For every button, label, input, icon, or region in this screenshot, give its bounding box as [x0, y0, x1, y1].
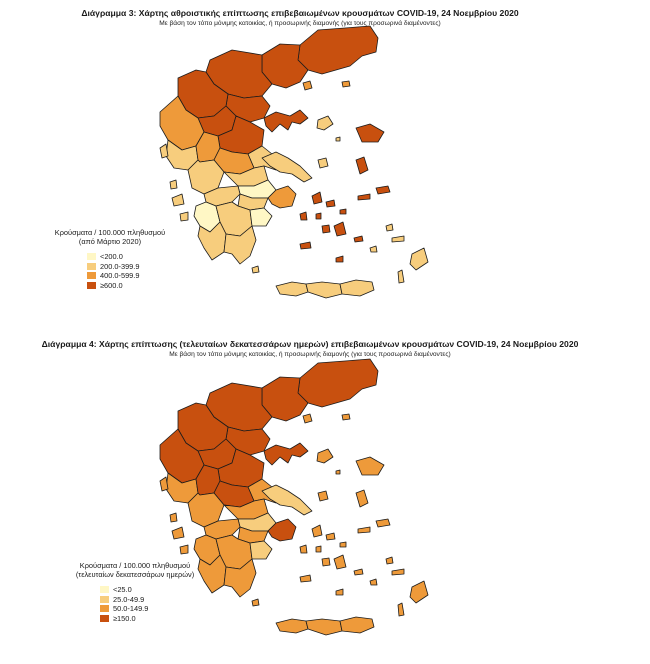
island-syros — [316, 213, 321, 219]
region-thrace — [298, 26, 378, 74]
island-amorgos — [354, 236, 363, 242]
island-samos — [376, 186, 390, 194]
legend-swatch — [87, 272, 96, 279]
legend-label: ≥150.0 — [113, 613, 136, 623]
island-karpathos — [398, 270, 404, 283]
island-naxos — [334, 555, 346, 569]
legend-swatch — [87, 253, 96, 260]
island-rhodes — [410, 248, 428, 270]
island-mykonos — [340, 542, 346, 547]
legend-subtitle: (από Μάρτιο 2020) — [78, 237, 142, 246]
island-samos — [376, 519, 390, 527]
region-argolida — [250, 541, 272, 559]
island-ionian-corfu — [160, 477, 168, 491]
legend-title: Κρούσματα / 100.000 πληθυσμού — [79, 561, 191, 570]
legend-swatch — [100, 615, 109, 622]
island-skyros — [318, 491, 328, 501]
legend-swatch — [87, 263, 96, 270]
region-argolida — [250, 208, 272, 226]
fourteen-day-incidence-map-panel — [0, 333, 650, 664]
island-kea — [300, 212, 307, 220]
map-subtitle: Με βάση τον τόπο μόνιμης κατοικίας, ή προσωρινής διαμονής (για τους προσωρινά διαμένοντες) — [159, 20, 441, 27]
region-crete-east — [340, 617, 374, 633]
island-thasos — [303, 81, 312, 90]
island-milos — [300, 575, 311, 582]
island-kos — [392, 236, 404, 242]
legend-label: ≥600.0 — [100, 280, 123, 290]
region-chalkidiki — [264, 443, 308, 465]
island-rhodes — [410, 581, 428, 603]
map-legend — [50, 561, 220, 623]
cumulative-incidence-map-panel — [0, 0, 650, 320]
island-paros — [322, 558, 330, 566]
legend-label: 25.0-49.9 — [113, 594, 145, 604]
island-kalymnos — [386, 224, 393, 231]
region-crete-central — [306, 282, 342, 298]
island-kythira — [252, 599, 259, 606]
legend-item — [100, 614, 220, 624]
legend-item — [100, 595, 220, 605]
legend-swatch — [100, 605, 109, 612]
island-kalymnos — [386, 557, 393, 564]
island-astypalaia — [370, 246, 377, 252]
island-limnos — [317, 116, 333, 130]
island-karpathos — [398, 603, 404, 616]
island-andros — [312, 192, 322, 204]
island-paros — [322, 225, 330, 233]
island-ag-efstratios — [336, 137, 340, 141]
island-samothraki — [342, 81, 350, 87]
island-kythira — [252, 266, 259, 273]
island-lesvos — [356, 124, 384, 142]
island-kea — [300, 545, 307, 553]
legend-label: <25.0 — [113, 585, 132, 595]
legend-item — [87, 281, 170, 291]
legend-label: 200.0-399.9 — [100, 261, 140, 271]
island-lesvos — [356, 457, 384, 475]
region-crete-west — [276, 619, 308, 633]
island-kos — [392, 569, 404, 575]
region-chalkidiki — [264, 110, 308, 132]
island-limnos — [317, 449, 333, 463]
island-syros — [316, 546, 321, 552]
legend-subtitle: (τελευταίων δεκατεσσάρων ημερών) — [75, 570, 195, 579]
island-astypalaia — [370, 579, 377, 585]
island-chios — [356, 490, 368, 507]
island-ionian-corfu — [160, 144, 168, 158]
island-thasos — [303, 414, 312, 423]
legend-swatch — [87, 282, 96, 289]
legend-label: 50.0-149.9 — [113, 604, 149, 614]
island-chios — [356, 157, 368, 174]
legend-label: 400.0-599.9 — [100, 271, 140, 281]
island-samothraki — [342, 414, 350, 420]
island-kefalonia — [172, 194, 184, 206]
map-legend — [50, 228, 170, 290]
legend-swatch — [100, 596, 109, 603]
island-santorini — [336, 256, 343, 262]
legend-label: <200.0 — [100, 252, 123, 262]
region-crete-central — [306, 619, 342, 635]
island-ikaria — [358, 527, 370, 533]
island-tinos — [326, 200, 335, 207]
island-lefkada — [170, 180, 177, 189]
island-kefalonia — [172, 527, 184, 539]
island-santorini — [336, 589, 343, 595]
island-zakynthos — [180, 212, 188, 221]
island-skyros — [318, 158, 328, 168]
island-tinos — [326, 533, 335, 540]
region-crete-west — [276, 282, 308, 296]
island-naxos — [334, 222, 346, 236]
island-amorgos — [354, 569, 363, 575]
island-lefkada — [170, 513, 177, 522]
region-crete-east — [340, 280, 374, 296]
island-ikaria — [358, 194, 370, 200]
island-milos — [300, 242, 311, 249]
island-andros — [312, 525, 322, 537]
legend-item — [87, 252, 170, 262]
legend-title: Κρούσματα / 100.000 πληθυσμού — [54, 228, 166, 237]
island-mykonos — [340, 209, 346, 214]
map-title: Διάγραμμα 3: Χάρτης αθροιστικής επίπτωσης επιβεβαιωμένων κρουσμάτων COVID-19, 24 Νοεμβρίου 2020 — [81, 8, 519, 18]
legend-item — [87, 262, 170, 272]
island-zakynthos — [180, 545, 188, 554]
legend-item — [100, 585, 220, 595]
map-title: Διάγραμμα 4: Χάρτης επίπτωσης (τελευταίων δεκατεσσάρων ημερών) επιβεβαιωμένων κρουσμάτων COVID-19, 24 Νοεμβρίου 2020 — [41, 339, 579, 349]
legend-item — [87, 271, 170, 281]
island-ag-efstratios — [336, 470, 340, 474]
map-subtitle: Με βάση τον τόπο μόνιμης κατοικίας, ή προσωρινής διαμονής (για τους προσωρινά διαμένοντες) — [169, 351, 451, 358]
region-thrace — [298, 359, 378, 407]
legend-swatch — [100, 586, 109, 593]
legend-item — [100, 604, 220, 614]
